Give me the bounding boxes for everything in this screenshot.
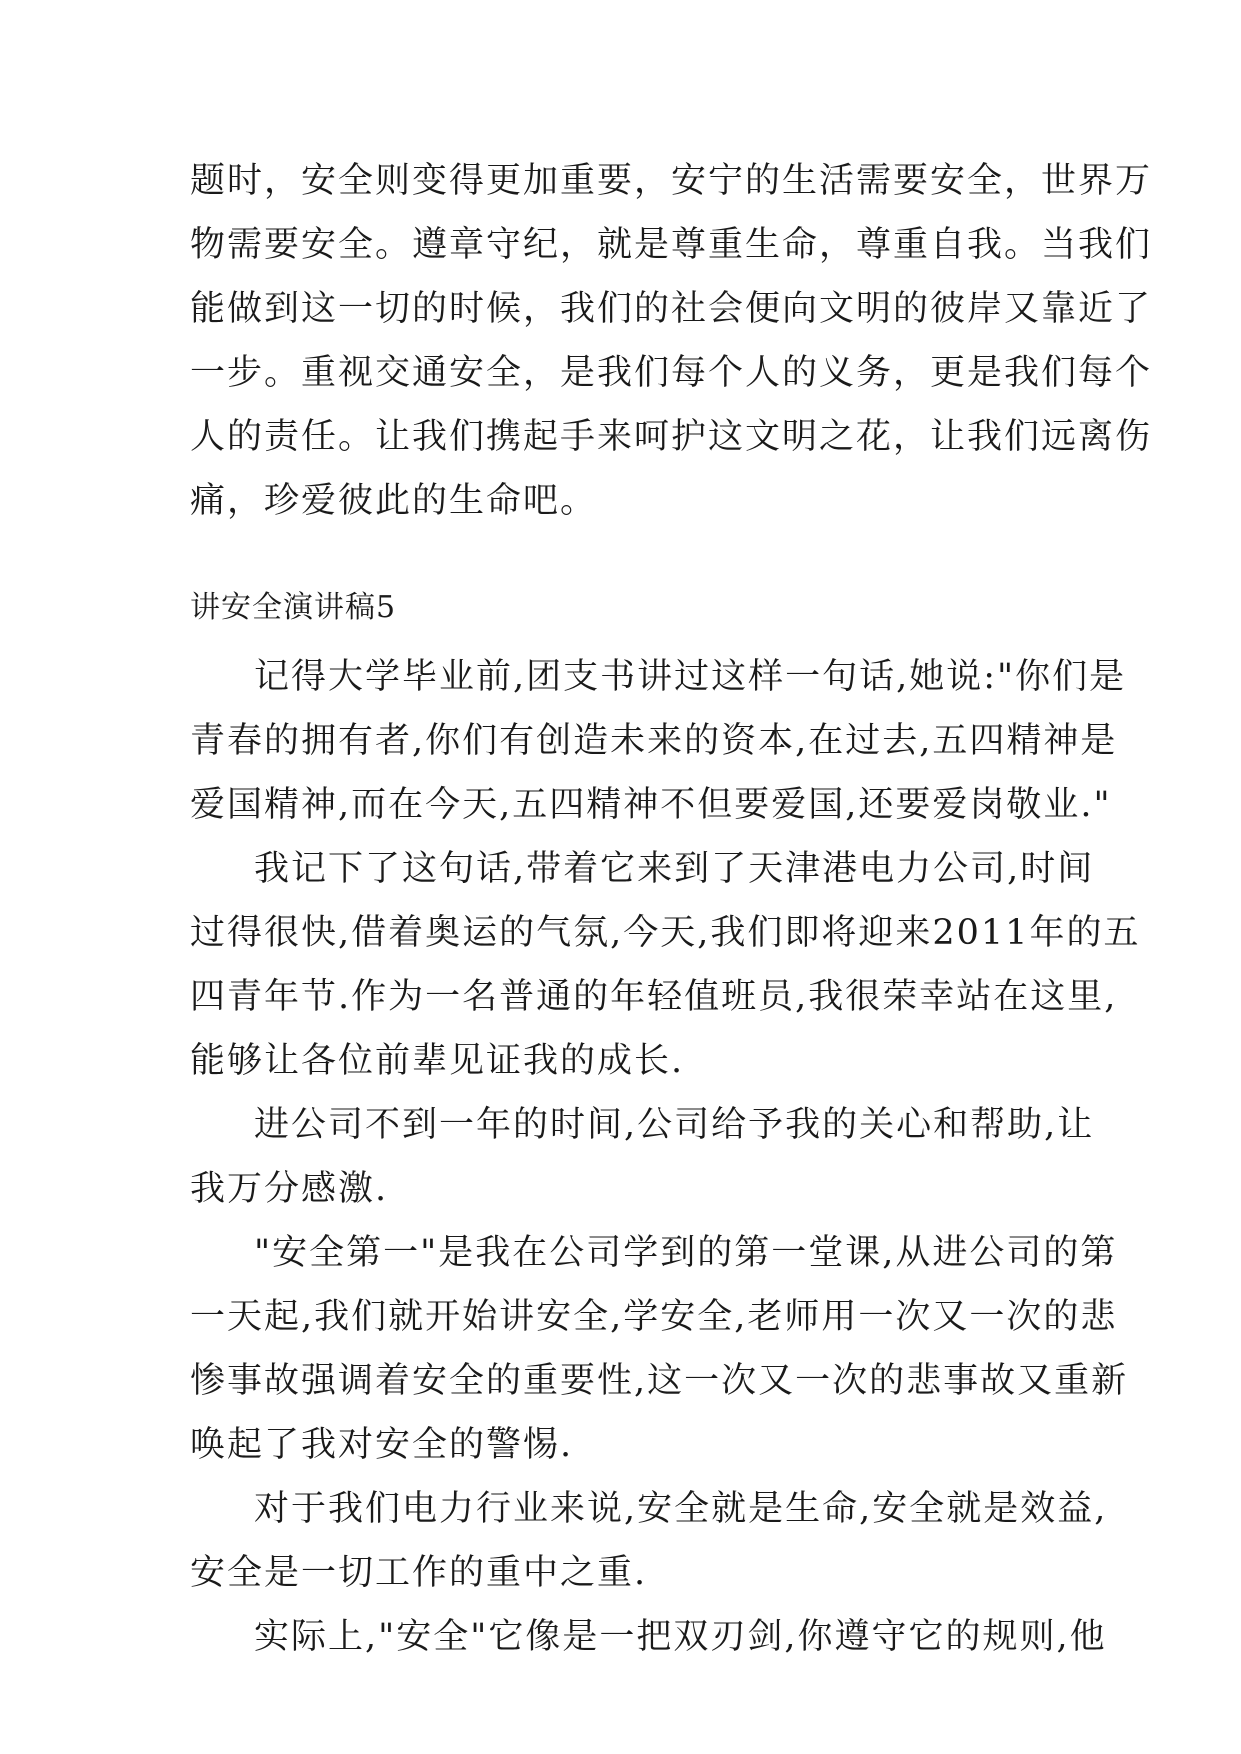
paragraph-line: 过得很快,借着奥运的气氛,今天,我们即将迎来2011年的五 [190,913,1141,953]
paragraph-line: 安全是一切工作的重中之重. [190,1553,648,1593]
paragraph-line: "安全第一"是我在公司学到的第一堂课,从进公司的第 [254,1233,1118,1273]
paragraph-line: 我记下了这句话,带着它来到了天津港电力公司,时间 [254,849,1095,889]
paragraph-line: 人的责任。让我们携起手来呵护这文明之花，让我们远离伤 [190,417,1153,457]
paragraph-line: 惨事故强调着安全的重要性,这一次又一次的悲事故又重新 [190,1361,1129,1401]
paragraph-line: 痛，珍爱彼此的生命吧。 [190,481,598,521]
paragraph-line: 进公司不到一年的时间,公司给予我的关心和帮助,让 [254,1105,1095,1145]
paragraph-line: 一步。重视交通安全，是我们每个人的义务，更是我们每个 [190,353,1153,393]
paragraph-line: 题时，安全则变得更加重要，安宁的生活需要安全，世界万 [190,161,1153,201]
paragraph-line: 唤起了我对安全的警惕. [190,1425,574,1465]
paragraph-line: 对于我们电力行业来说,安全就是生命,安全就是效益, [254,1489,1108,1529]
paragraph-line: 物需要安全。遵章守纪，就是尊重生命，尊重自我。当我们 [190,225,1153,265]
paragraph-line: 青春的拥有者,你们有创造未来的资本,在过去,五四精神是 [190,721,1118,761]
paragraph-line: 一天起,我们就开始讲安全,学安全,老师用一次又一次的悲 [190,1297,1118,1337]
paragraph-line: 实际上,"安全"它像是一把双刃剑,你遵守它的规则,他 [254,1617,1107,1657]
paragraph-line: 能够让各位前辈见证我的成长. [190,1041,685,1081]
paragraph-line: 我万分感激. [190,1169,389,1209]
paragraph-line: 记得大学毕业前,团支书讲过这样一句话,她说:"你们是 [254,657,1127,697]
paragraph-line: 爱国精神,而在今天,五四精神不但要爱国,还要爱岗敬业." [190,785,1112,825]
paragraph-line: 四青年节.作为一名普通的年轻值班员,我很荣幸站在这里, [190,977,1118,1017]
paragraph-line: 能做到这一切的时候，我们的社会便向文明的彼岸又靠近了 [190,289,1153,329]
section-heading: 讲安全演讲稿5 [190,590,397,625]
